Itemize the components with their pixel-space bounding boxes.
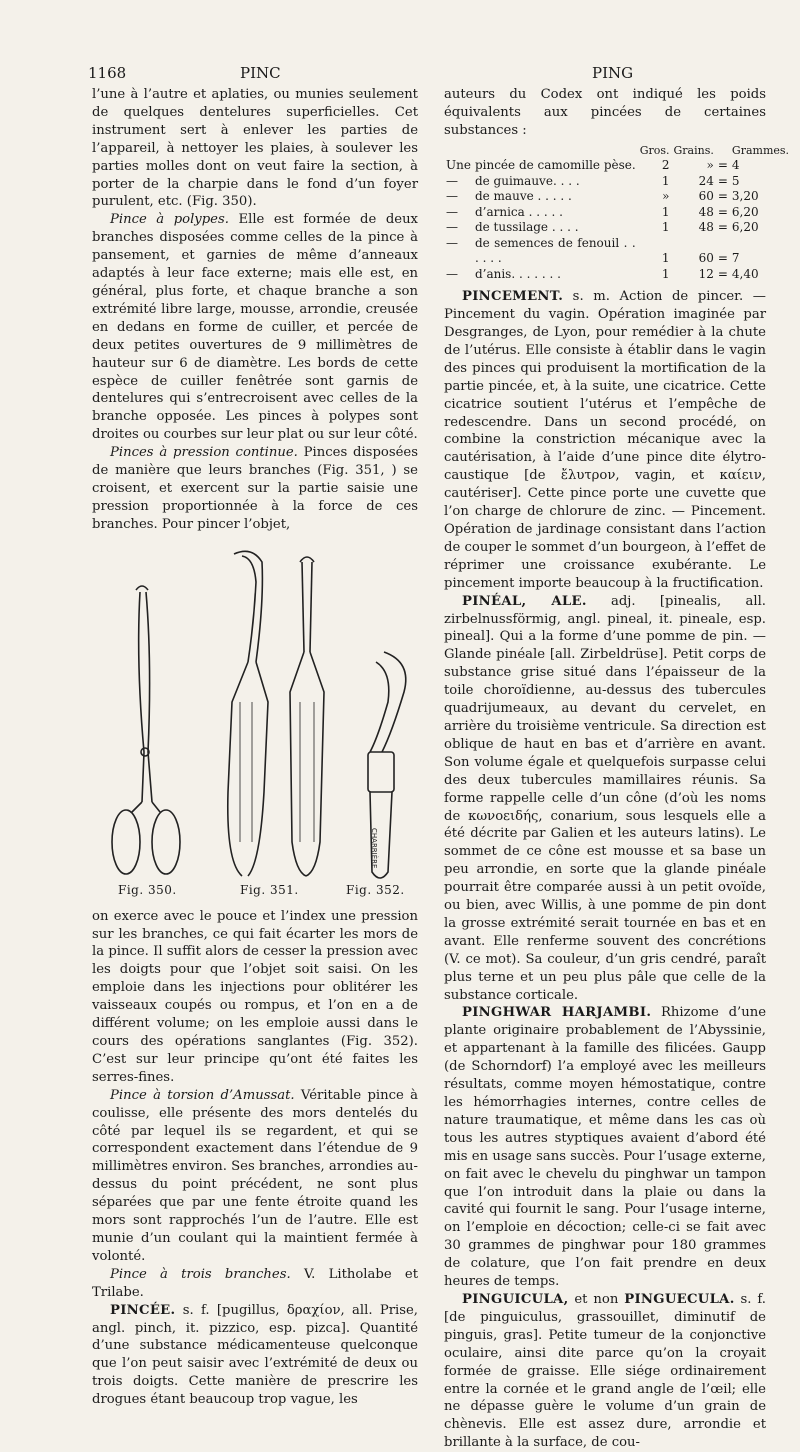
table-cell: 60	[698, 251, 714, 266]
table-row	[444, 205, 791, 221]
paragraph-text: Véritable pince à coulisse, elle présente des mors dentelés du côté par lequel ils se regardent, et qui se correspondent exactement dans l’étendue de 9 millimètres environ. Ses branches, arrondies au-dessus du point précédent, ne sont plus séparées que par une fente étroite quand les mors sont rapprochés l’un de l’autre. Elle est munie d’un coulant qui la maintient fermée à volonté.	[92, 1087, 419, 1264]
table-cell: 48	[698, 220, 714, 235]
table-cell: —	[446, 266, 458, 281]
paragraph: l’une à l’autre et aplaties, ou munies seulement de quelques dentelures superficielles. Cet instrument sert à enlever les parties de l’appareil, à nettoyer les plaies, à soulever les parties molles dont on veut faire la section, à porter de la charpie dans le fond d’un foyer purulent, etc. (Fig. 350).	[92, 87, 418, 210]
running-head-right: PING	[592, 64, 634, 82]
paragraph-text: V. Litholabe et Trilabe.	[92, 1266, 418, 1300]
paragraph-text: Pinces disposées de manière que leurs branches (Fig. 351, ) se croisent, et exercent sur la partie saisie une pression proportionnée à la force de ces branches. Pour pincer l’objet,	[92, 445, 418, 532]
table-cell: =	[717, 189, 728, 204]
table-row	[444, 236, 791, 267]
subentry-title: Pince à trois branches.	[110, 1266, 291, 1282]
table-row	[444, 189, 791, 205]
paragraph	[92, 1087, 418, 1266]
table-cell: Une	[446, 158, 471, 173]
subentry-title: Pince à torsion d’Amussat.	[110, 1087, 295, 1103]
maker-stamp: CHARRIÈRE	[370, 827, 378, 869]
column-header: Grains.	[673, 143, 714, 157]
table-cell: =	[717, 173, 728, 188]
table-cell: 4	[731, 158, 740, 173]
paragraph	[444, 1291, 766, 1452]
table-cell: »	[706, 158, 714, 173]
table-cell: 3,20	[731, 189, 759, 204]
table-cell: —	[446, 235, 458, 250]
subentry-title: Pince à polypes.	[110, 212, 229, 228]
table-cell: pincée de camomille pèse.	[474, 158, 636, 173]
table-cell: 24	[698, 173, 714, 188]
table-cell: de semences de fenouil . . . . . .	[474, 235, 636, 266]
table-cell: 1	[661, 173, 670, 188]
table-cell: 60	[698, 189, 714, 204]
paragraph	[444, 1004, 766, 1291]
table-cell: 1	[661, 251, 670, 266]
paragraph-text: s. m. Action de pincer. — Pincement du vagin. Opération imaginée par Desgranges, de Lyon, pour remédier à la chute de l’utérus. Elle consiste à établir dans le vagin des pinces qui produisent la mortification de la partie pincée, et, à la suite, une cicatrice. Cette cicatrice soutient l’utérus et l’empêche de redescendre. Dans un second procédé, on combine la constriction mécanique avec la cautérisation, à l’aide d’une pince dite élytro-caustique [de ἔλυτρον, vagin, et καίειν, cautériser]. Cette pince porte une cuvette que l’on charge de chlorure de zinc. — Pincement. Opération de jardinage consistant dans l’action de couper le sommet d’un bourgeon, à l’effet de réprimer une croissance exubérante. Le pincement importe beaucoup à la fructification.	[444, 289, 766, 591]
column-header: Grammes.	[731, 143, 790, 157]
table-cell: 7	[731, 251, 740, 266]
entry-headword: PINCÉE.	[110, 1302, 176, 1318]
entry-headword: PINGUICULA,	[462, 1291, 569, 1307]
surgical-instruments-illustration	[92, 542, 418, 904]
paragraph-text: s. f. [pugillus, δραχίον, all. Prise, angl. pinch, it. pizzico, esp. pizca]. Quantité d’une substance médicamenteuse quelconque que l’on peut saisir avec l’extrémité de deux ou trois doigts. Cette manière de prescrire les drogues étant beaucoup trop vague, les	[92, 1302, 418, 1408]
table-cell: =	[717, 266, 728, 281]
table-cell: —	[446, 220, 458, 235]
paragraph	[92, 1266, 418, 1302]
pressure-forceps-drawing-b	[290, 557, 324, 876]
column-header: Gros.	[639, 143, 670, 157]
table-cell: 1	[661, 220, 670, 235]
table-row	[444, 267, 791, 283]
left-column	[92, 86, 418, 1409]
table-cell: —	[446, 189, 458, 204]
running-head-left: PINC	[240, 64, 281, 82]
table-row	[444, 220, 791, 236]
table-cell: —	[446, 173, 458, 188]
entry-headword: PINGHWAR HARJAMBI.	[462, 1005, 652, 1021]
paragraph-text: s. f. [de pinguiculus, grassouillet, diminutif de pinguis, gras]. Petite tumeur de la conjonctive oculaire, ainsi dite parce qu’on la croyait formée de graisse. Elle siége ordinairement entre la cornée et le grand angle de l’œil; elle ne dépasse guère le volume d’un grain de chènevis. Elle est assez dure, arrondie et brillante à la surface, de cou-	[444, 1291, 766, 1451]
entry-headword: PINGUECULA.	[624, 1291, 735, 1307]
table-cell: 4,40	[731, 266, 759, 281]
entry-headword: PINCEMENT.	[462, 289, 564, 305]
paragraph	[444, 593, 766, 1005]
table-cell: 12	[698, 266, 714, 281]
table-cell: d’arnica . . . . .	[474, 204, 563, 219]
table-cell: 5	[731, 173, 740, 188]
table-cell: =	[717, 220, 728, 235]
subentry-title: Pinces à pression continue.	[110, 445, 298, 461]
table-cell: de tussilage . . . .	[474, 220, 579, 235]
table-cell: de guimauve. . . .	[474, 173, 580, 188]
table-cell: 48	[698, 204, 714, 219]
polyp-forceps-drawing	[112, 586, 180, 874]
paragraph-text: et non	[568, 1291, 625, 1307]
paragraph	[92, 444, 418, 534]
figure-caption: Fig. 350.	[118, 882, 177, 897]
table-header-row	[444, 143, 791, 159]
table-cell: =	[717, 251, 728, 266]
table-cell: 1	[661, 204, 670, 219]
figures-block	[92, 542, 418, 904]
paragraph	[92, 1302, 418, 1409]
table-cell: —	[446, 204, 458, 219]
table-cell: de mauve . . . . .	[474, 189, 572, 204]
paragraph	[92, 211, 418, 444]
right-column	[444, 86, 790, 1452]
paragraph-text: Rhizome d’une plante originaire probablement de l’Abyssinie, et appartenant à la famille des filicées. Gaupp (de Schorndorf) l’a employé avec les meilleurs résultats, comme moyen hémostatique, contre les hémorrhagies internes, contre celles de nature traumatique, et même dans les cas où tous les autres styptiques avaient d’abord été mis en usage sans succès. Pour l’usage externe, on fait avec le chevelu du pinghwar un tampon que l’on introduit dans la plaie ou dans la cavité qui fournit le sang. Pour l’usage interne, on l’emploie en décoction; celle-ci se fait avec 30 grammes de pinghwar pour 180 grammes de colature, que l’on fait prendre en deux heures de temps.	[444, 1005, 766, 1290]
table-row	[444, 158, 791, 174]
pinch-equivalents-table	[444, 143, 791, 283]
paragraph	[444, 288, 766, 592]
table-row	[444, 174, 791, 190]
table-cell: 6,20	[731, 204, 759, 219]
table-cell: »	[662, 189, 670, 204]
paragraph-text: adj. [pinealis, all. zirbelnussförmig, angl. pineal, it. pineale, esp. pineal]. Qui a la forme d’une pomme de pin. — Glande pinéale [all. Zirbeldrüse]. Petit corps de substance grise situé dans l’épaisseur de la toile choroïdienne, au-dessus des tubercules quadrijumeaux, au devant du cervelet, en arrière du troisième ventricule. Sa direction est oblique de haut en bas et d’arrière en avant. Son volume égale et quelquefois surpasse celui des deux tubercules mamillaires réunis. Sa forme rappelle celle d’un cône (d’où les noms de κωνοειδής, conarium, sous lesquels elle a été décrite par Galien et les auteurs latins). Le sommet de ce cône est mousse et sa base un peu arrondie, en sorte que la glande pinéale pourrait être comparée aussi à un petit ovoïde, ou bien, avec Willis, à une pomme de pin dont la grosse extrémité serait tournée en bas et en avant. Elle renferme souvent des concrétions (V. ce mot). Sa couleur, d’un gris cendré, paraît plus terne et un peu plus pâle que celle de la substance corticale.	[444, 593, 766, 1003]
table-cell: =	[717, 158, 728, 173]
paragraph-text: Elle est formée de deux branches disposées comme celles de la pince à pansement, et garnies de même d’anneaux adaptés à leur face externe; mais elle est, en général, plus forte, et chaque branche a son extrémité libre large, mousse, arrondie, creusée en dedans en forme de cuiller, et percée de deux petites ouvertures de 9 millimètres de hauteur sur 6 de diamètre. Les bords de cette espèce de cuiller fenêtrée sont garnis de dentelures qui s’entrecroisent avec celles de la branche opposée. Les pinces à polypes sont droites ou courbes sur leur plat ou sur leur côté.	[92, 212, 418, 443]
table-cell: 2	[661, 158, 670, 173]
table-cell: 6,20	[731, 220, 759, 235]
table-cell: d’anis. . . . . . .	[474, 266, 561, 281]
paragraph: auteurs du Codex ont indiqué les poids équivalents aux pincées de certaines substances :	[444, 87, 766, 138]
entry-headword: PINÉAL, ALE.	[462, 593, 587, 609]
figure-caption: Fig. 351.	[240, 882, 299, 897]
pressure-forceps-drawing-a	[228, 551, 268, 876]
table-cell: =	[717, 204, 728, 219]
table-cell: 1	[661, 266, 670, 281]
paragraph: on exerce avec le pouce et l’index une pression sur les branches, ce qui fait écarter les mors de la pince. Il suffit alors de cesser la pression avec les doigts pour que l’objet soit saisi. On les emploie dans les injections pour oblitérer les vaisseaux coupés ou rompus, et l’on en a de différent volume; on les emploie aussi dans le cours des opérations sanglantes (Fig. 352). C’est sur leur principe qu’ont été faites les serres-fines.	[92, 908, 418, 1085]
figure-caption: Fig. 352.	[346, 882, 405, 897]
page-number: 1168	[88, 64, 127, 82]
